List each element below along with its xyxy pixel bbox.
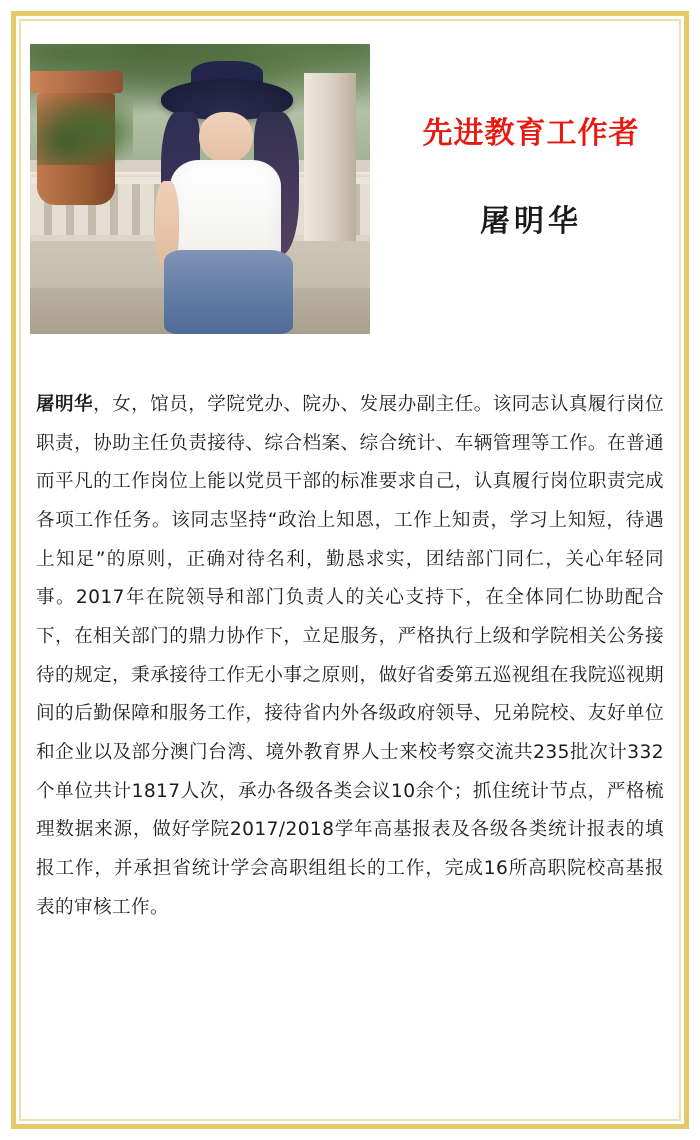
photo-plant <box>37 85 133 165</box>
person-name: 屠明华 <box>480 204 582 239</box>
photo-white-shirt <box>170 160 281 262</box>
title-block <box>370 44 670 240</box>
biography-paragraph <box>36 386 664 927</box>
photo-flower-pot <box>37 85 115 205</box>
portrait-photo <box>30 44 370 334</box>
biography-lead-name: 屠明华 <box>36 394 94 415</box>
photo-face <box>199 112 253 163</box>
photo-jeans <box>164 250 293 334</box>
photo-figure <box>152 79 302 334</box>
document-content <box>30 30 670 1110</box>
profile-header <box>30 30 670 334</box>
portrait-photo-image <box>30 44 370 334</box>
biography-body: ，女，馆员，学院党办、院办、发展办副主任。该同志认真履行岗位职责，协助主任负责接待、综合档案、综合统计、车辆管理等工作。在普通而平凡的工作岗位上能以党员干部的标准要求自己，认真履行岗位职责完成各项工作任务。该同志坚持“政治上知恩，工作上知责，学习上知短，待遇上知足”的原则，正确对待名利，勤恳求实，团结部门同仁，关心年轻同事。2017年在院领导和部门负责人的关心支持下，在全体同仁协助配合下，在相关部门的鼎力协作下，立足服务，严格执行上级和学院相关公务接待的规定，秉承接待工作无小事之原则，做好省委第五巡视组在我院巡视期间的后勤保障和服务工作，接待省内外各级政府领导、兄弟院校、友好单位和企业以及部分澳门台湾、境外教育界人士来校考察交流共235批次计332个单位共计1817人次，承办各级各类会议10余个；抓住统计节点，严格梳理数据来源，做好学院2017/2018学年高基报表及各级各类统计报表的填报工作，并承担省统计学会高职组组长的工作，完成16所高职院校高基报表的审核工作。 <box>36 394 664 918</box>
photo-stone-column <box>304 73 356 241</box>
award-title: 先进教育工作者 <box>422 116 640 151</box>
